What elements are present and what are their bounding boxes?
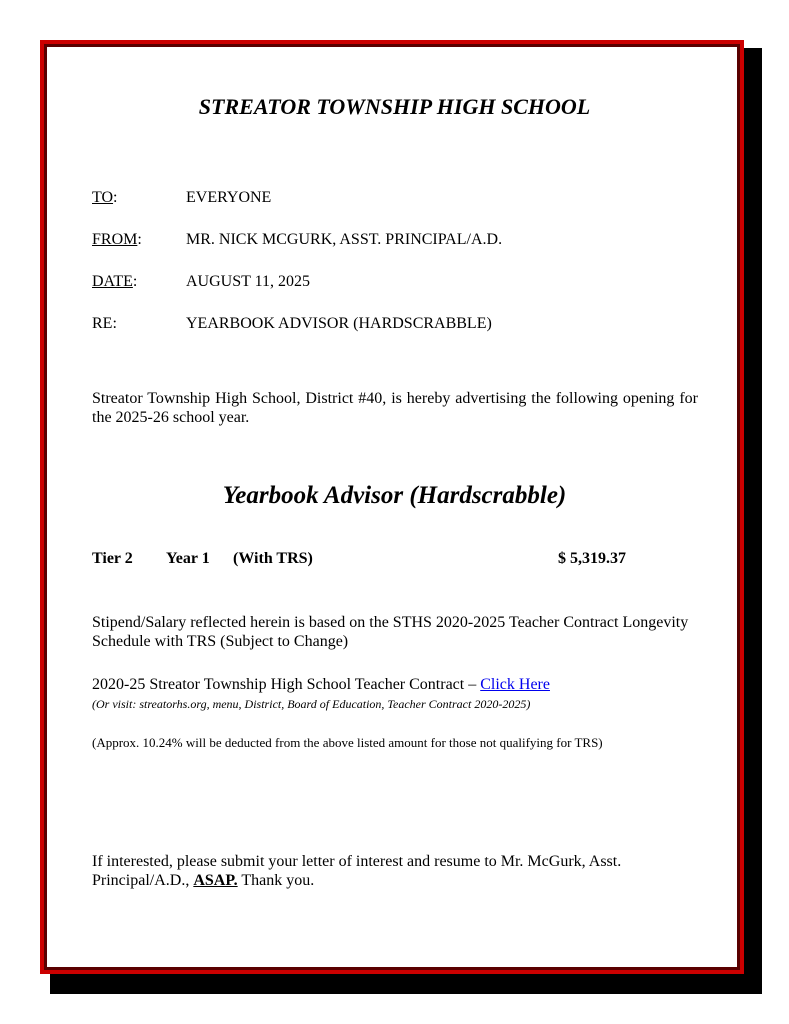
memo-re-label: RE:	[92, 315, 117, 332]
contract-link[interactable]: Click Here	[480, 676, 550, 693]
memo-date-label: DATE	[92, 273, 133, 290]
memo-re-value: YEARBOOK ADVISOR (HARDSCRABBLE)	[186, 315, 492, 332]
asap-emphasis: ASAP.	[193, 872, 238, 889]
memo-from-row: FROM: MR. NICK MCGURK, ASST. PRINCIPAL/A.D.	[92, 231, 503, 248]
memo-date-row: DATE: AUGUST 11, 2025	[92, 273, 311, 290]
closing-thanks: Thank you.	[237, 872, 315, 889]
position-title: Yearbook Advisor (Hardscrabble)	[222, 482, 567, 509]
contract-line	[92, 675, 698, 694]
visit-note: (Or visit: streatorhs.org, menu, District, Board of Education, Teacher Contract 2020-2025)	[92, 697, 531, 711]
stipend-amount: $ 5,319.37	[558, 550, 626, 567]
intro-paragraph: Streator Township High School, District #40, is hereby advertising the following opening for the 2025-26 school year.	[92, 390, 698, 426]
year-label: Year 1	[166, 550, 210, 567]
memo-re-row	[92, 315, 492, 333]
memo-from-label: FROM	[92, 231, 138, 248]
trs-label: (With TRS)	[233, 550, 313, 567]
school-title: STREATOR TOWNSHIP HIGH SCHOOL	[198, 94, 591, 119]
memo-to-row: TO: EVERYONE	[92, 189, 272, 206]
memo-to-label: TO	[92, 189, 114, 206]
memo-date-value: AUGUST 11, 2025	[186, 273, 311, 290]
closing-text: If interested, please submit your letter of interest and resume to Mr. McGurk, Asst. Principal/A.D.,	[92, 853, 622, 889]
memo-to-value: EVERYONE	[186, 189, 272, 206]
contract-text: 2020-25 Streator Township High School Teacher Contract –	[92, 676, 481, 693]
approx-note: (Approx. 10.24% will be deducted from the above listed amount for those not qualifying for TRS)	[92, 735, 603, 750]
memo-from-value: MR. NICK MCGURK, ASST. PRINCIPAL/A.D.	[186, 231, 503, 248]
stipend-note: Stipend/Salary reflected herein is based on the STHS 2020-2025 Teacher Contract Longevity Schedule with TRS (Subject to Change)	[92, 614, 689, 650]
closing-paragraph	[92, 852, 712, 890]
tier-label: Tier 2	[92, 550, 133, 567]
